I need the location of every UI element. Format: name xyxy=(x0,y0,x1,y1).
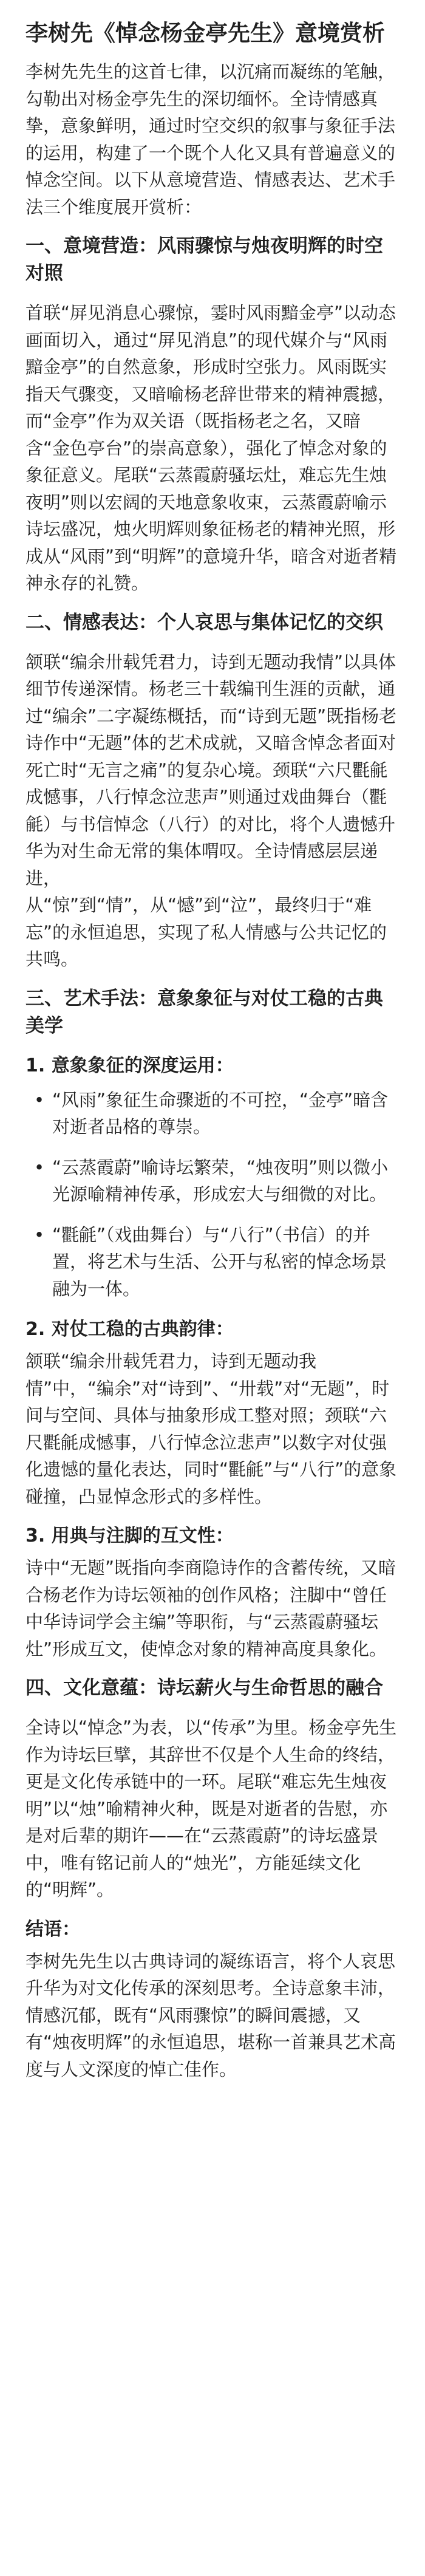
section-emotion-text: 颔联“编余卅载凭君力，诗到无题动我情”以具体细节传递深情。杨老三十载编刊生涯的贡献，通过“编余”二字凝练概括，而“诗到无题”既指杨老诗作中“无题”体的艺术成就，又暗含悼念者面对死亡时“无言之痛”的复杂心境。颈联“六尺氍毹成憾事，八行悼念泣悲声”则通过戏曲舞台（氍毹）与书信悼念（八行）的对比，将个人遗憾升华为对生命无常的集体喟叹。全诗情感层层递进， xyxy=(25,651,397,889)
list-item xyxy=(34,1087,401,1141)
section-emotion-text-continued: 从“惊”到“情”，从“憾”到“泣”，最终归于“难忘”的永恒追思，实现了私人情感与公共记忆的共鸣。 xyxy=(25,895,387,969)
bullet-dot-icon: • xyxy=(34,1224,45,1245)
subsection-title-antithesis: 2. 对仗工稳的古典韵律： xyxy=(25,1319,234,1340)
section-title-emotion: 二、情感表达：个人哀思与集体记忆的交织 xyxy=(25,611,383,634)
list-item-text: “风雨”象征生命骤逝的不可控，“金亭”暗含对逝者品格的尊崇。 xyxy=(52,1089,389,1137)
section-emotion-paragraph xyxy=(25,649,401,973)
conclusion-paragraph: 李树先先生以古典诗词的凝练语言，将个人哀思升华为对文化传承的深刻思考。全诗意象丰沛，情感沉郁，既有“风雨骤惊”的瞬间震撼，又有“烛夜明辉”的永恒追思，堪称一首兼具艺术高度与人文深度的悼亡佳作。 xyxy=(25,1950,396,2080)
symbolism-list xyxy=(25,1087,401,1303)
section-title-technique: 三、艺术手法：意象象征与对仗工稳的古典美学 xyxy=(25,987,383,1037)
conclusion-label: 结语： xyxy=(25,1918,80,1940)
bullet-dot-icon: • xyxy=(34,1089,45,1110)
bullet-dot-icon: • xyxy=(34,1156,45,1178)
article-title: 李树先《悼念杨金亭先生》意境赏析 xyxy=(25,20,385,46)
intro-paragraph: 李树先先生的这首七律，以沉痛而凝练的笔触，勾勒出对杨金亭先生的深切缅怀。全诗情感真挚，意象鲜明，通过时空交织的叙事与象征手法的运用，构建了一个既个人化又具有普遍意义的悼念空间。以下从意境营造、情感表达、艺术手法三个维度展开赏析： xyxy=(25,61,396,217)
subsection-title-symbolism: 1. 意象象征的深度运用： xyxy=(25,1054,234,1076)
list-item xyxy=(34,1154,401,1208)
section-title-imagery: 一、意境营造：风雨骤惊与烛夜明辉的时空对照 xyxy=(25,235,383,284)
culture-paragraph: 全诗以“悼念”为表，以“传承”为里。杨金亭先生作为诗坛巨擘，其辞世不仅是个人生命的终结，更是文化传承链中的一环。尾联“难忘先生烛夜明”以“烛”喻精神火种，既是对逝者的告慰，亦是对后辈的期许——在“云蒸霞蔚”的诗坛盛景中，唯有铭记前人的“烛光”，方能延续文化的“明辉”。 xyxy=(25,1717,397,1900)
list-item xyxy=(34,1221,401,1303)
section-imagery-paragraph: 首联“屏见消息心骤惊，霎时风雨黯金亭”以动态画面切入，通过“屏见消息”的现代媒介与“风雨黯金亭”的自然意象，形成时空张力。风雨既实指天气骤变，又暗喻杨老辞世带来的精神震撼，而“金亭”作为双关语（既指杨老之名，又暗含“金色亭台”的崇高意象），强化了悼念对象的象征意义。尾联“云蒸霞蔚骚坛灶，难忘先生烛夜明”则以宏阔的天地意象收束，云蒸霞蔚喻示诗坛盛况，烛火明辉则象征杨老的精神光照，形成从“风雨”到“明辉”的意境升华，暗含对逝者精神永存的礼赞。 xyxy=(25,302,397,593)
subsection-title-allusion: 3. 用典与注脚的互文性： xyxy=(25,1525,234,1546)
list-item-text: “云蒸霞蔚”喻诗坛繁荣，“烛夜明”则以微小光源喻精神传承，形成宏大与细微的对比。 xyxy=(52,1156,389,1204)
allusion-paragraph: 诗中“无题”既指向李商隐诗作的含蓄传统，又暗合杨老作为诗坛领袖的创作风格；注脚中“曾任中华诗词学会主编”等职衔，与“云蒸霞蔚骚坛灶”形成互文，使悼念对象的精神高度具象化。 xyxy=(25,1557,396,1659)
list-item-text: “氍毹”（戏曲舞台）与“八行”（书信）的并置，将艺术与生活、公开与私密的悼念场景融为一体。 xyxy=(52,1224,387,1299)
antithesis-paragraph: 颔联“编余卅载凭君力，诗到无题动我情”中，“编余”对“诗到”、“卅载”对“无题”，时间与空间、具体与抽象形成工整对照；颈联“六尺氍毹成憾事，八行悼念泣悲声”以数字对仗强化遗憾的量化表达，同时“氍毹”与“八行”的意象碰撞，凸显悼念形式的多样性。 xyxy=(25,1351,397,1507)
section-title-culture: 四、文化意蕴：诗坛薪火与生命哲思的融合 xyxy=(25,1677,383,1699)
